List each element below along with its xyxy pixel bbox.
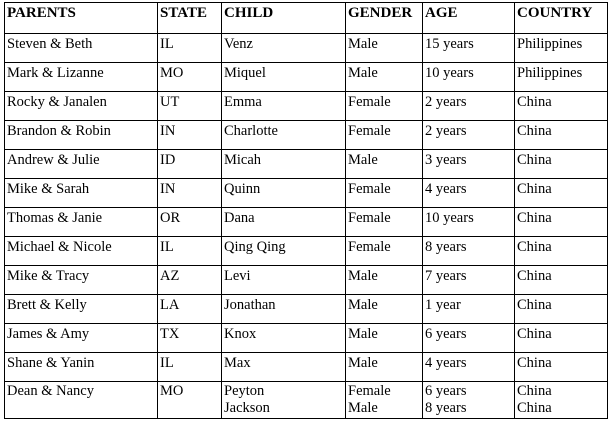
cell-child: Venz (222, 34, 346, 63)
cell-age: 10 years (423, 63, 515, 92)
cell-gender: Male (346, 295, 423, 324)
cell-age: 6 years (423, 324, 515, 353)
adoption-table (4, 2, 608, 419)
cell-child-line: Peyton (224, 383, 265, 399)
cell-gender-line: Male (348, 400, 378, 416)
cell-age: 10 years (423, 208, 515, 237)
cell-country: China (515, 237, 608, 266)
cell-country: China (515, 121, 608, 150)
cell-age: 7 years (423, 266, 515, 295)
cell-child: Dana (222, 208, 346, 237)
cell-child (222, 382, 346, 419)
cell-gender: Male (346, 353, 423, 382)
cell-gender-line: Female (348, 383, 391, 399)
cell-state: IN (158, 179, 222, 208)
cell-parents: Dean & Nancy (5, 382, 158, 419)
cell-country: China (515, 353, 608, 382)
header-state: STATE (158, 3, 222, 34)
table-row (5, 266, 608, 295)
cell-state: IL (158, 237, 222, 266)
cell-state: IL (158, 34, 222, 63)
cell-state: MO (158, 63, 222, 92)
header-parents: PARENTS (5, 3, 158, 34)
cell-country: China (515, 92, 608, 121)
table-row (5, 324, 608, 353)
cell-child: Knox (222, 324, 346, 353)
cell-age: 2 years (423, 121, 515, 150)
cell-state: OR (158, 208, 222, 237)
header-age: AGE (423, 3, 515, 34)
table-row (5, 208, 608, 237)
cell-age: 15 years (423, 34, 515, 63)
cell-gender: Female (346, 208, 423, 237)
cell-country: China (515, 208, 608, 237)
cell-gender: Male (346, 34, 423, 63)
cell-parents: Thomas & Janie (5, 208, 158, 237)
cell-state: UT (158, 92, 222, 121)
cell-age: 1 year (423, 295, 515, 324)
header-gender: GENDER (346, 3, 423, 34)
cell-country: China (515, 295, 608, 324)
cell-parents: Andrew & Julie (5, 150, 158, 179)
table-body (5, 34, 608, 419)
cell-state: AZ (158, 266, 222, 295)
cell-gender: Male (346, 150, 423, 179)
cell-state: TX (158, 324, 222, 353)
table-row (5, 237, 608, 266)
header-country: COUNTRY (515, 3, 608, 34)
cell-age: 3 years (423, 150, 515, 179)
cell-parents: Michael & Nicole (5, 237, 158, 266)
cell-state: LA (158, 295, 222, 324)
header-child: CHILD (222, 3, 346, 34)
cell-child: Levi (222, 266, 346, 295)
cell-gender: Female (346, 237, 423, 266)
table-row (5, 382, 608, 419)
cell-state: MO (158, 382, 222, 419)
cell-country-line: China (517, 383, 552, 399)
table-row (5, 92, 608, 121)
cell-country-line: China (517, 400, 552, 416)
cell-child: Quinn (222, 179, 346, 208)
cell-age (423, 382, 515, 419)
cell-gender: Female (346, 92, 423, 121)
cell-state: IL (158, 353, 222, 382)
cell-child: Miquel (222, 63, 346, 92)
table-row (5, 63, 608, 92)
cell-parents: Shane & Yanin (5, 353, 158, 382)
cell-age-line: 6 years (425, 383, 467, 399)
cell-country (515, 382, 608, 419)
table-row (5, 150, 608, 179)
cell-age-line: 8 years (425, 400, 467, 416)
cell-gender: Male (346, 63, 423, 92)
cell-parents: James & Amy (5, 324, 158, 353)
table-row (5, 121, 608, 150)
cell-gender: Male (346, 266, 423, 295)
cell-country: Philippines (515, 34, 608, 63)
cell-gender (346, 382, 423, 419)
cell-parents: Brett & Kelly (5, 295, 158, 324)
cell-child: Emma (222, 92, 346, 121)
cell-parents: Mike & Tracy (5, 266, 158, 295)
cell-age: 4 years (423, 353, 515, 382)
cell-parents: Rocky & Janalen (5, 92, 158, 121)
cell-parents: Mark & Lizanne (5, 63, 158, 92)
table-row (5, 353, 608, 382)
table-row (5, 179, 608, 208)
cell-country: China (515, 324, 608, 353)
cell-age: 2 years (423, 92, 515, 121)
cell-country: Philippines (515, 63, 608, 92)
cell-child: Charlotte (222, 121, 346, 150)
cell-country: China (515, 150, 608, 179)
cell-parents: Mike & Sarah (5, 179, 158, 208)
cell-country: China (515, 266, 608, 295)
cell-state: ID (158, 150, 222, 179)
cell-gender: Male (346, 324, 423, 353)
cell-gender: Female (346, 121, 423, 150)
cell-child: Jonathan (222, 295, 346, 324)
table-row (5, 295, 608, 324)
cell-parents: Steven & Beth (5, 34, 158, 63)
header-row (5, 3, 608, 34)
cell-age: 8 years (423, 237, 515, 266)
cell-child: Micah (222, 150, 346, 179)
cell-gender: Female (346, 179, 423, 208)
table-row (5, 34, 608, 63)
cell-age: 4 years (423, 179, 515, 208)
cell-parents: Brandon & Robin (5, 121, 158, 150)
cell-child: Qing Qing (222, 237, 346, 266)
cell-country: China (515, 179, 608, 208)
cell-state: IN (158, 121, 222, 150)
cell-child: Max (222, 353, 346, 382)
cell-child-line: Jackson (224, 400, 270, 416)
